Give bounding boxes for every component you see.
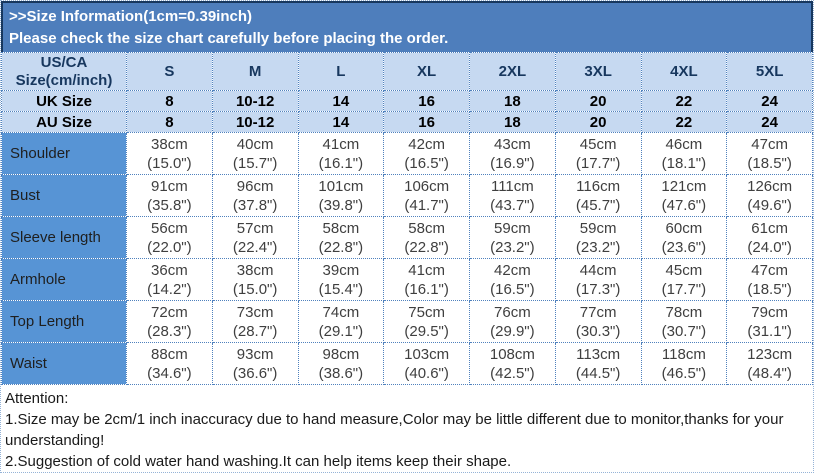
measurement-cell: 93cm (36.6") <box>212 343 298 385</box>
size-col-4xl: 4XL <box>641 53 727 91</box>
measurement-cell: 42cm (16.5") <box>384 133 470 175</box>
sleeve-length-row <box>2 217 813 259</box>
banner-subtitle: Please check the size chart carefully before placing the order. <box>9 30 449 47</box>
measurement-label: Shoulder <box>2 133 127 175</box>
measurement-cell: 57cm (22.4") <box>212 217 298 259</box>
measurement-cell: 46cm (18.1") <box>641 133 727 175</box>
attention-line1: 1.Size may be 2cm/1 inch inaccuracy due to hand measure,Color may be little different due to monitor,thanks for your understanding! <box>5 411 784 449</box>
shoulder-row <box>2 133 813 175</box>
size-col-xl: XL <box>384 53 470 91</box>
au-size-value: 18 <box>470 112 556 133</box>
measurement-cell: 40cm (15.7") <box>212 133 298 175</box>
attention-line2: 2.Suggestion of cold water hand washing.It can help items keep their shape. <box>5 453 512 470</box>
uk-size-label: UK Size <box>2 91 127 112</box>
measurement-cell: 101cm (39.8") <box>298 175 384 217</box>
measurement-cell: 108cm (42.5") <box>470 343 556 385</box>
measurement-cell: 118cm (46.5") <box>641 343 727 385</box>
measurement-cell: 44cm (17.3") <box>555 259 641 301</box>
measurement-cell: 113cm (44.5") <box>555 343 641 385</box>
measurement-cell: 47cm (18.5") <box>727 259 813 301</box>
size-header-row <box>2 53 813 91</box>
measurement-cell: 123cm (48.4") <box>727 343 813 385</box>
corner-line2: Size(cm/inch) <box>15 71 113 89</box>
measurement-cell: 56cm (22.0") <box>127 217 213 259</box>
measurement-cell: 47cm (18.5") <box>727 133 813 175</box>
measurement-cell: 103cm (40.6") <box>384 343 470 385</box>
measurement-cell: 38cm (15.0") <box>127 133 213 175</box>
measurement-cell: 121cm (47.6") <box>641 175 727 217</box>
measurement-cell: 96cm (37.8") <box>212 175 298 217</box>
measurement-cell: 41cm (16.1") <box>298 133 384 175</box>
size-col-l: L <box>298 53 384 91</box>
uk-size-value: 22 <box>641 91 727 112</box>
measurement-cell: 41cm (16.1") <box>384 259 470 301</box>
armhole-row <box>2 259 813 301</box>
measurement-label: Bust <box>2 175 127 217</box>
waist-row <box>2 343 813 385</box>
size-table <box>1 52 813 385</box>
measurement-cell: 79cm (31.1") <box>727 301 813 343</box>
measurement-cell: 43cm (16.9") <box>470 133 556 175</box>
corner-cell <box>2 53 127 91</box>
uk-size-value: 14 <box>298 91 384 112</box>
measurement-cell: 59cm (23.2") <box>555 217 641 259</box>
au-size-label: AU Size <box>2 112 127 133</box>
size-col-5xl: 5XL <box>727 53 813 91</box>
au-size-value: 14 <box>298 112 384 133</box>
banner-title: >>Size Information(1cm=0.39inch) <box>9 8 252 25</box>
measurement-cell: 75cm (29.5") <box>384 301 470 343</box>
bust-row <box>2 175 813 217</box>
uk-size-value: 8 <box>127 91 213 112</box>
measurement-cell: 45cm (17.7") <box>555 133 641 175</box>
measurement-label: Top Length <box>2 301 127 343</box>
au-size-value: 10-12 <box>212 112 298 133</box>
measurement-cell: 58cm (22.8") <box>384 217 470 259</box>
measurement-cell: 77cm (30.3") <box>555 301 641 343</box>
au-size-row <box>2 112 813 133</box>
uk-size-row <box>2 91 813 112</box>
attention-note <box>1 385 813 472</box>
measurement-cell: 78cm (30.7") <box>641 301 727 343</box>
measurement-cell: 60cm (23.6") <box>641 217 727 259</box>
measurement-cell: 74cm (29.1") <box>298 301 384 343</box>
measurement-cell: 59cm (23.2") <box>470 217 556 259</box>
measurement-cell: 39cm (15.4") <box>298 259 384 301</box>
measurement-cell: 36cm (14.2") <box>127 259 213 301</box>
uk-size-value: 16 <box>384 91 470 112</box>
measurement-cell: 73cm (28.7") <box>212 301 298 343</box>
measurement-cell: 126cm (49.6") <box>727 175 813 217</box>
top-length-row <box>2 301 813 343</box>
size-col-s: S <box>127 53 213 91</box>
measurement-cell: 88cm (34.6") <box>127 343 213 385</box>
size-col-3xl: 3XL <box>555 53 641 91</box>
measurement-cell: 91cm (35.8") <box>127 175 213 217</box>
measurement-cell: 61cm (24.0") <box>727 217 813 259</box>
measurement-cell: 76cm (29.9") <box>470 301 556 343</box>
size-info-banner <box>1 1 813 52</box>
au-size-value: 22 <box>641 112 727 133</box>
uk-size-value: 10-12 <box>212 91 298 112</box>
measurement-cell: 45cm (17.7") <box>641 259 727 301</box>
measurement-cell: 42cm (16.5") <box>470 259 556 301</box>
measurement-cell: 111cm (43.7") <box>470 175 556 217</box>
measurement-cell: 72cm (28.3") <box>127 301 213 343</box>
measurement-cell: 116cm (45.7") <box>555 175 641 217</box>
au-size-value: 8 <box>127 112 213 133</box>
corner-line1: US/CA <box>40 53 88 71</box>
measurement-cell: 98cm (38.6") <box>298 343 384 385</box>
uk-size-value: 18 <box>470 91 556 112</box>
uk-size-value: 20 <box>555 91 641 112</box>
measurement-label: Waist <box>2 343 127 385</box>
measurement-cell: 58cm (22.8") <box>298 217 384 259</box>
size-col-2xl: 2XL <box>470 53 556 91</box>
uk-size-value: 24 <box>727 91 813 112</box>
measurement-label: Sleeve length <box>2 217 127 259</box>
measurement-cell: 106cm (41.7") <box>384 175 470 217</box>
au-size-value: 20 <box>555 112 641 133</box>
size-col-m: M <box>212 53 298 91</box>
measurement-cell: 38cm (15.0") <box>212 259 298 301</box>
au-size-value: 24 <box>727 112 813 133</box>
measurement-label: Armhole <box>2 259 127 301</box>
attention-title: Attention: <box>5 390 69 407</box>
au-size-value: 16 <box>384 112 470 133</box>
